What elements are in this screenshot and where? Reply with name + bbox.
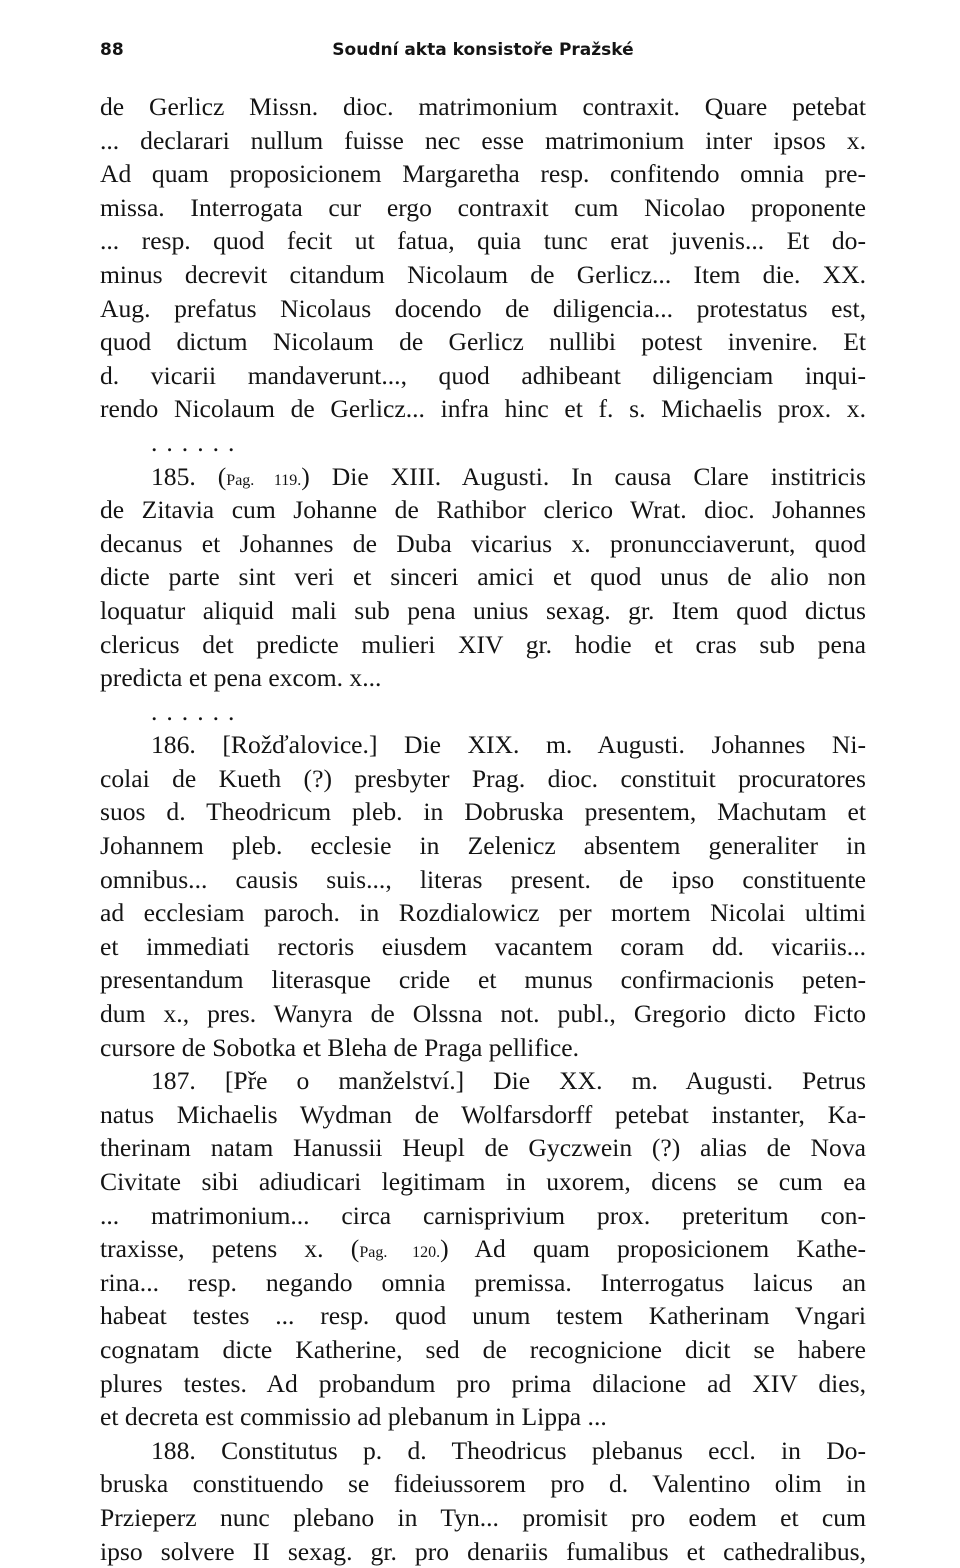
text-line: colai de Kueth (?) presbyter Prag. dioc. constituit procuratores <box>100 763 866 793</box>
text-line: Ad quam proposicionem Margaretha resp. confitendo omnia pre- <box>100 159 866 189</box>
text-line: traxisse, petens x. (Pag. 120.) Ad quam proposicionem Kathe- <box>100 1234 867 1264</box>
text-line: therinam natam Hanussii Heupl de Gyczwein (?) alias de Nova <box>100 1133 866 1163</box>
text-line: suos d. Theodricum pleb. in Dobruska presentem, Machutam et <box>100 797 866 827</box>
body-text <box>100 90 866 1568</box>
text-line: 188. Constitutus p. d. Theodricus plebanus eccl. in Do- <box>151 1435 866 1465</box>
text-line: plures testes. Ad probandum pro prima dilacione ad XIV dies, <box>100 1368 866 1398</box>
text-line: dicte parte sint veri et sinceri amici et quod unus de alio non <box>100 562 866 592</box>
text-line: decanus et Johannes de Duba vicarius x. pronuncciaverunt, quod <box>100 528 866 558</box>
text-line: loquatur aliquid mali sub pena unius sexag. gr. Item quod dictus <box>100 595 866 625</box>
text-line: ... resp. quod fecit ut fatua, quia tunc erat juvenis... Et do- <box>100 226 866 256</box>
text-line: cognatam dicte Katherine, sed de recognicione dicit se habere <box>100 1334 866 1364</box>
text-line: ad ecclesiam paroch. in Rozdialowicz per mortem Nicolai ultimi <box>100 898 866 928</box>
text-line: bruska constituendo se fideiussorem pro d. Valentino olim in <box>100 1469 866 1499</box>
text-line: habeat testes ... resp. quod unum testem Katherinam Vngari <box>100 1301 866 1331</box>
ellipsis-separator: ...... <box>151 427 244 457</box>
text-line: presentandum literasque cride et munus confirmacionis peten- <box>100 965 866 995</box>
text-line: quod dictum Nicolaum de Gerlicz nullibi potest invenire. Et <box>100 327 866 357</box>
text-line: Przieperz nunc plebano in Tyn... promisit pro eodem et cum <box>100 1502 866 1532</box>
ellipsis-separator: ...... <box>151 696 244 726</box>
text-line: 185. (Pag. 119.) Die XIII. Augusti. In causa Clare institricis <box>151 461 866 491</box>
text-line: et immediati rectoris eiusdem vacantem coram dd. vicariis... <box>100 931 866 961</box>
text-line: ... declarari nullum fuisse nec esse matrimonium inter ipsos x. <box>100 125 866 155</box>
text-line: de Gerlicz Missn. dioc. matrimonium contraxit. Quare petebat <box>100 92 866 121</box>
text-line: minus decrevit citandum Nicolaum de Gerlicz... Item die. XX. <box>100 259 866 289</box>
text-line: 186. [Rožďalovice.] Die XIX. m. Augusti. Johannes Ni- <box>151 730 866 760</box>
text-line: rendo Nicolaum de Gerlicz... infra hinc et f. s. Michaelis prox. x. <box>100 394 866 424</box>
text-line: natus Michaelis Wydman de Wolfarsdorff petebat instanter, Ka- <box>100 1099 866 1129</box>
text-line: ... matrimonium... circa carnisprivium prox. preteritum con- <box>100 1200 866 1230</box>
text-line: Johannem pleb. ecclesie in Zelenicz absentem generaliter in <box>100 831 866 861</box>
text-line: omnibus... causis suis..., literas present. de ipso constituente <box>100 864 866 894</box>
text-line: de Zitavia cum Johanne de Rathibor clerico Wrat. dioc. Johannes <box>100 495 866 525</box>
text-line: predicta et pena excom. x... <box>100 663 382 693</box>
page-number: 88 <box>100 40 124 60</box>
text-line: et decreta est commissio ad plebanum in Lippa ... <box>100 1402 607 1432</box>
text-line: Aug. prefatus Nicolaus docendo de diligencia... protestatus est, <box>100 293 866 323</box>
text-line: Civitate sibi adiudicari legitimam in uxorem, dicens se cum ea <box>100 1167 866 1196</box>
running-title: Soudní akta konsistoře Pražské <box>332 40 634 60</box>
running-head <box>100 34 866 64</box>
text-line: rina... resp. negando omnia premissa. Interrogatus laicus an <box>100 1267 866 1297</box>
text-line: ipso solvere II sexag. gr. pro denariis fumalibus et cathedralibus, <box>100 1536 866 1566</box>
text-line: cursore de Sobotka et Bleha de Praga pellifice. <box>100 1032 579 1062</box>
text-line: d. vicarii mandaverunt..., quod adhibeant diligenciam inqui- <box>100 360 866 390</box>
text-line: dum x., pres. Wanyra de Olssna not. publ., Gregorio dicto Ficto <box>100 999 866 1029</box>
text-line: 187. [Pře o manželství.] Die XX. m. Augusti. Petrus <box>151 1066 866 1096</box>
text-line: clericus det predicte mulieri XIV gr. hodie et cras sub pena <box>100 629 866 659</box>
text-line: missa. Interrogata cur ergo contraxit cum Nicolao proponente <box>100 192 866 222</box>
